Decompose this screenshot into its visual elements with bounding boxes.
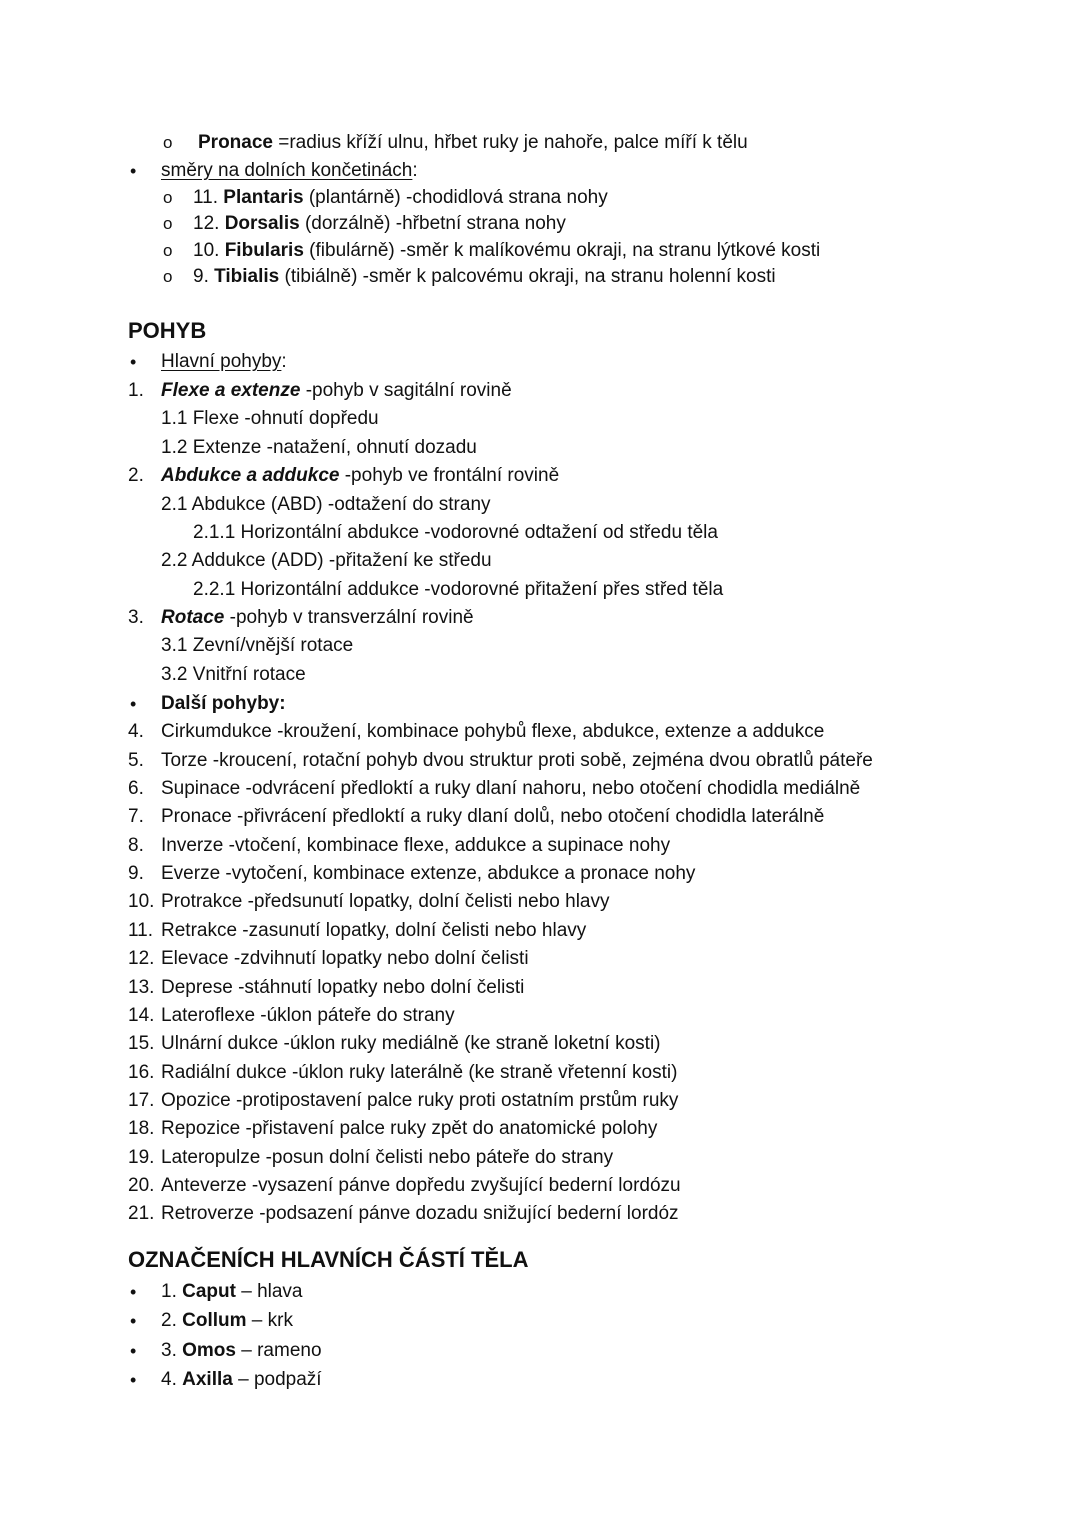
list-number: 3. xyxy=(128,607,144,628)
list-number: 4. xyxy=(128,721,144,742)
list-item xyxy=(193,239,820,263)
definition: (dorzálně) -hřbetní strana nohy xyxy=(299,213,566,234)
list-item xyxy=(161,379,512,403)
definition: – krk xyxy=(246,1310,293,1331)
definition: – hlava xyxy=(235,1281,303,1302)
list-number: 21. xyxy=(128,1203,155,1224)
sub-sub-item: 2.2.1 Horizontální addukce -vodorovné přitažení přes střed těla xyxy=(193,579,724,600)
list-number: 1. xyxy=(128,380,144,401)
definition: (plantárně) -chodidlová strana nohy xyxy=(303,187,608,208)
list-number: 17. xyxy=(128,1090,155,1111)
sub-item: 1.2 Extenze -natažení, ohnutí dozadu xyxy=(161,437,477,458)
sub-sub-item: 2.1.1 Horizontální abdukce -vodorovné odtažení od středu těla xyxy=(193,522,718,543)
item-number: 1. xyxy=(161,1281,183,1302)
definition: – podpaží xyxy=(232,1369,322,1390)
bullet-icon: • xyxy=(130,694,137,714)
sub-item: 2.2 Addukce (ADD) -přitažení ke středu xyxy=(161,550,492,571)
list-item: Retroverze -podsazení pánve dozadu snižující bederní lordóz xyxy=(161,1203,679,1224)
list-item xyxy=(161,1339,322,1363)
list-number: 8. xyxy=(128,835,144,856)
item-number: 12. xyxy=(193,213,225,234)
definition: -pohyb ve frontální rovině xyxy=(339,465,560,486)
list-item xyxy=(161,1280,303,1304)
colon: : xyxy=(412,160,418,181)
list-item xyxy=(193,265,776,289)
list-number: 2. xyxy=(128,465,144,486)
circle-bullet-icon: o xyxy=(163,133,173,152)
list-item xyxy=(161,464,559,488)
list-number: 5. xyxy=(128,750,144,771)
sub-item: 3.1 Zevní/vnější rotace xyxy=(161,635,354,656)
list-item: Torze -kroucení, rotační pohyb dvou struktur proti sobě, zejména dvou obratlů páteře xyxy=(161,750,873,771)
list-item: Cirkumdukce -kroužení, kombinace pohybů flexe, abdukce, extenze a addukce xyxy=(161,721,825,742)
colon: : xyxy=(281,351,287,372)
term: Flexe a extenze xyxy=(161,380,301,401)
bullet-icon: • xyxy=(130,1341,137,1361)
term: Axilla xyxy=(182,1369,233,1390)
bullet-icon: • xyxy=(130,1311,137,1331)
list-item xyxy=(193,212,566,236)
term: Tibialis xyxy=(214,266,280,287)
circle-bullet-icon: o xyxy=(163,214,173,233)
item-number: 10. xyxy=(193,240,225,261)
list-number: 6. xyxy=(128,778,144,799)
list-item xyxy=(161,606,474,630)
pronace-line xyxy=(198,131,748,155)
list-item: Repozice -přistavení palce ruky zpět do anatomické polohy xyxy=(161,1118,658,1139)
list-item: Ulnární dukce -úklon ruky mediálně (ke straně loketní kosti) xyxy=(161,1033,661,1054)
sub-item: 2.1 Abdukce (ABD) -odtažení do strany xyxy=(161,494,491,515)
underlined-label: Hlavní pohyby xyxy=(161,351,282,372)
list-item: Opozice -protipostavení palce ruky proti ostatním prstům ruky xyxy=(161,1090,679,1111)
main-moves-label xyxy=(161,350,287,374)
item-number: 2. xyxy=(161,1310,183,1331)
list-number: 15. xyxy=(128,1033,155,1054)
section-heading-pohyb: POHYB xyxy=(128,318,207,343)
list-item: Deprese -stáhnutí lopatky nebo dolní čelisti xyxy=(161,977,525,998)
list-item: Retrakce -zasunutí lopatky, dolní čelisti nebo hlavy xyxy=(161,920,587,941)
term: Rotace xyxy=(161,607,225,628)
other-moves-label: Další pohyby: xyxy=(161,693,286,714)
list-number: 13. xyxy=(128,977,155,998)
list-item: Pronace -přivrácení předloktí a ruky dlaní dolů, nebo otočení chodidla laterálně xyxy=(161,806,825,827)
definition: =radius kříží ulnu, hřbet ruky je nahoře, palce míří k tělu xyxy=(272,132,748,153)
list-number: 10. xyxy=(128,891,155,912)
definition: – rameno xyxy=(235,1340,322,1361)
list-item xyxy=(161,1368,322,1392)
item-number: 11. xyxy=(193,187,224,208)
bullet-icon: • xyxy=(130,352,137,372)
item-number: 9. xyxy=(193,266,215,287)
term: Abdukce a addukce xyxy=(161,465,340,486)
item-number: 3. xyxy=(161,1340,183,1361)
list-number: 18. xyxy=(128,1118,155,1139)
term: Omos xyxy=(182,1340,236,1361)
circle-bullet-icon: o xyxy=(163,267,173,286)
term: Fibularis xyxy=(224,240,304,261)
list-item xyxy=(193,186,608,210)
item-number: 4. xyxy=(161,1369,183,1390)
list-number: 19. xyxy=(128,1147,155,1168)
definition: -pohyb v sagitální rovině xyxy=(300,380,512,401)
lower-limbs-heading xyxy=(161,159,418,183)
list-item: Inverze -vtočení, kombinace flexe, addukce a supinace nohy xyxy=(161,835,671,856)
list-item: Supinace -odvrácení předloktí a ruky dlaní nahoru, nebo otočení chodidla mediálně xyxy=(161,778,861,799)
list-number: 7. xyxy=(128,806,144,827)
list-item: Everze -vytočení, kombinace extenze, abdukce a pronace nohy xyxy=(161,863,696,884)
term: Pronace xyxy=(198,132,273,153)
section-heading-body-parts: OZNAČENÍCH HLAVNÍCH ČÁSTÍ TĚLA xyxy=(128,1247,529,1272)
definition: -pohyb v transverzální rovině xyxy=(224,607,474,628)
list-item: Protrakce -předsunutí lopatky, dolní čelisti nebo hlavy xyxy=(161,891,610,912)
underlined-label: směry na dolních končetinách xyxy=(161,160,413,181)
list-number: 20. xyxy=(128,1175,155,1196)
bullet-icon: • xyxy=(130,1370,137,1390)
term: Caput xyxy=(182,1281,236,1302)
definition: (fibulárně) -směr k malíkovému okraji, na stranu lýtkové kosti xyxy=(303,240,821,261)
list-number: 14. xyxy=(128,1005,155,1026)
bullet-icon: • xyxy=(130,1282,137,1302)
definition: (tibiálně) -směr k palcovému okraji, na stranu holenní kosti xyxy=(279,266,776,287)
sub-item: 1.1 Flexe -ohnutí dopředu xyxy=(161,408,379,429)
list-number: 11. xyxy=(128,920,154,941)
list-number: 16. xyxy=(128,1062,155,1083)
circle-bullet-icon: o xyxy=(163,241,173,260)
sub-item: 3.2 Vnitřní rotace xyxy=(161,664,306,685)
list-item: Lateroflexe -úklon páteře do strany xyxy=(161,1005,455,1026)
list-item: Anteverze -vysazení pánve dopředu zvyšující bederní lordózu xyxy=(161,1175,681,1196)
list-number: 9. xyxy=(128,863,144,884)
term: Plantaris xyxy=(223,187,304,208)
list-number: 12. xyxy=(128,948,155,969)
list-item: Radiální dukce -úklon ruky laterálně (ke straně vřetenní kosti) xyxy=(161,1062,678,1083)
list-item: Elevace -zdvihnutí lopatky nebo dolní čelisti xyxy=(161,948,529,969)
circle-bullet-icon: o xyxy=(163,188,173,207)
list-item: Lateropulze -posun dolní čelisti nebo páteře do strany xyxy=(161,1147,614,1168)
bullet-icon: • xyxy=(130,161,137,181)
term: Dorsalis xyxy=(224,213,300,234)
term: Collum xyxy=(182,1310,247,1331)
list-item xyxy=(161,1309,293,1333)
